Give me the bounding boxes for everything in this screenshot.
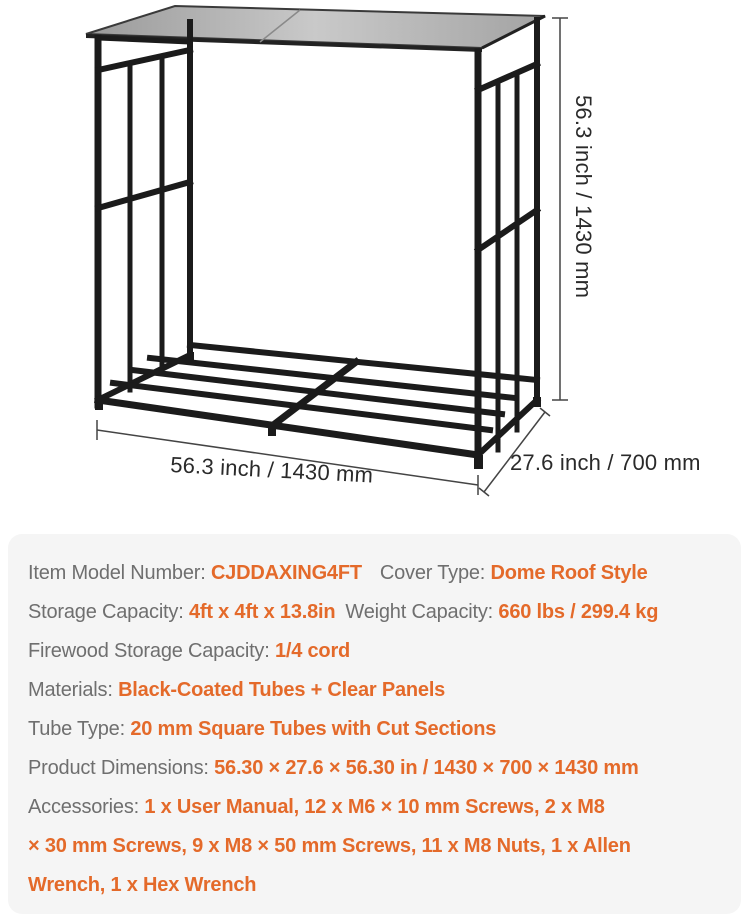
materials-label: Materials:: [28, 679, 113, 701]
spec-row-firewood: [28, 632, 350, 671]
materials-value: Black-Coated Tubes + Clear Panels: [118, 679, 446, 701]
spec-row-accessories-cont: [28, 827, 631, 866]
firewood-label: Firewood Storage Capacity:: [28, 640, 270, 662]
product-dim-value: 56.30 × 27.6 × 56.30 in / 1430 × 700 × 1430 mm: [214, 757, 639, 779]
accessories-value-line-1: 1 x User Manual, 12 x M6 × 10 mm Screws, 2 x M8: [144, 796, 605, 818]
accessories-label: Accessories:: [28, 796, 139, 818]
model-label: Item Model Number:: [28, 562, 206, 584]
tube-label: Tube Type:: [28, 718, 125, 740]
right-side-frame: [478, 52, 537, 462]
storage-value: 4ft x 4ft x 13.8in: [188, 601, 336, 623]
model-value: CJDDAXING4FT: [210, 562, 362, 584]
cover-label: Cover Type:: [379, 562, 486, 584]
specification-card: [8, 534, 741, 914]
spec-row-accessories: [28, 788, 605, 827]
storage-label: Storage Capacity:: [28, 601, 184, 623]
firewood-value: 1/4 cord: [274, 640, 351, 662]
spec-row-accessories-end: [28, 866, 256, 905]
weight-label: Weight Capacity:: [345, 601, 494, 623]
cover-value: Dome Roof Style: [490, 562, 648, 584]
roof-panel: [86, 6, 545, 52]
height-dimension-label: 56.3 inch / 1430 mm: [571, 95, 596, 299]
weight-value: 660 lbs / 299.4 kg: [498, 601, 659, 623]
spec-row-materials: [28, 671, 445, 710]
spec-row-storage-weight: [28, 593, 658, 632]
spec-row-product-dimensions: [28, 749, 639, 788]
accessories-value-line-2: × 30 mm Screws, 9 x M8 × 50 mm Screws, 11 x M8 Nuts, 1 x Allen: [28, 835, 631, 857]
product-dim-label: Product Dimensions:: [28, 757, 209, 779]
back-frame: [190, 20, 537, 400]
accessories-value-line-3: Wrench, 1 x Hex Wrench: [28, 874, 257, 896]
depth-dimension-label: 27.6 inch / 700 mm: [510, 450, 701, 475]
spec-row-tube: [28, 710, 496, 749]
width-dimension-label: 56.3 inch / 1430 mm: [169, 452, 374, 488]
tube-value: 20 mm Square Tubes with Cut Sections: [130, 718, 497, 740]
spec-row-model-cover: [28, 554, 648, 593]
left-side-frame: [98, 38, 190, 405]
